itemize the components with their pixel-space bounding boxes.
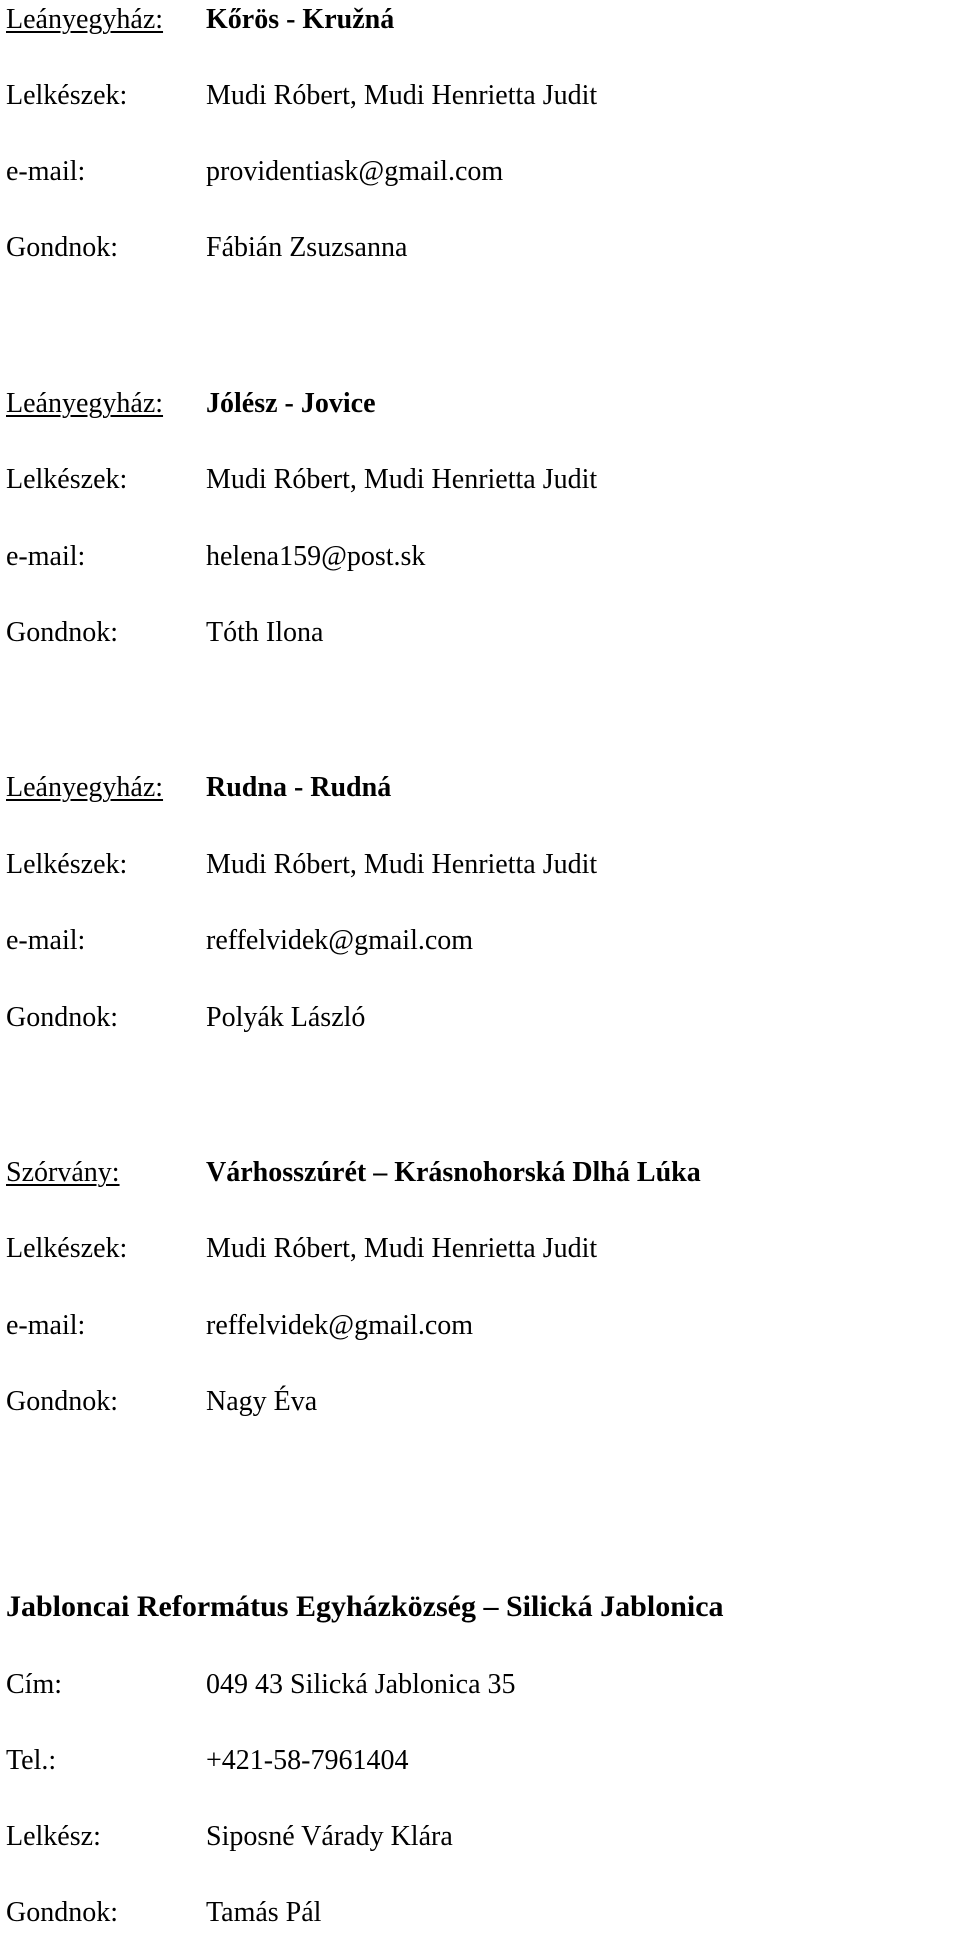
email-value: providentiask@gmail.com (206, 156, 504, 187)
phone-value: +421-58-7961404 (206, 1745, 409, 1776)
email-label: e-mail: (6, 541, 86, 572)
email-row (6, 1306, 956, 1346)
address-label: Cím: (6, 1669, 63, 1700)
pastors-row (6, 1229, 956, 1269)
email-row (6, 152, 956, 192)
caretaker-row (6, 228, 956, 268)
section-header (6, 384, 956, 424)
email-row (6, 537, 956, 577)
caretaker-label: Gondnok: (6, 232, 118, 263)
pastors-row (6, 76, 956, 116)
caretaker-value: Tóth Ilona (206, 617, 324, 648)
email-label: e-mail: (6, 925, 86, 956)
pastors-row (6, 460, 956, 500)
address-row (6, 1665, 956, 1705)
section-header (6, 1153, 956, 1193)
caretaker-row (6, 613, 956, 653)
caretaker-value: Polyák László (206, 1002, 366, 1033)
church-name: Jólész - Jovice (206, 388, 376, 419)
email-row (6, 921, 956, 961)
section-header (6, 768, 956, 808)
pastor-value: Siposné Várady Klára (206, 1821, 453, 1852)
church-name: Kőrös - Kružná (206, 4, 395, 35)
caretaker-value: Nagy Éva (206, 1386, 318, 1417)
pastors-value: Mudi Róbert, Mudi Henrietta Judit (206, 1233, 598, 1264)
church-name: Rudna - Rudná (206, 772, 392, 803)
pastors-value: Mudi Róbert, Mudi Henrietta Judit (206, 80, 598, 111)
pastors-value: Mudi Róbert, Mudi Henrietta Judit (206, 849, 598, 880)
caretaker-value: Fábián Zsuzsanna (206, 232, 408, 263)
email-value: reffelvidek@gmail.com (206, 1310, 474, 1341)
type-label: Leányegyház: (6, 388, 164, 419)
pastor-row (6, 1817, 956, 1857)
phone-label: Tel.: (6, 1745, 57, 1776)
type-label: Szórvány: (6, 1157, 120, 1188)
church-name: Várhosszúrét – Krásnohorská Dlhá Lúka (206, 1157, 701, 1188)
pastors-label: Lelkészek: (6, 80, 128, 111)
email-value: reffelvidek@gmail.com (206, 925, 474, 956)
caretaker-row (6, 998, 956, 1038)
pastors-label: Lelkészek: (6, 849, 128, 880)
pastors-row (6, 845, 956, 885)
email-value: helena159@post.sk (206, 541, 426, 572)
caretaker-label: Gondnok: (6, 1002, 118, 1033)
type-label: Leányegyház: (6, 772, 164, 803)
pastors-label: Lelkészek: (6, 464, 128, 495)
phone-row (6, 1741, 956, 1781)
caretaker-label: Gondnok: (6, 617, 118, 648)
section-header (6, 0, 956, 40)
caretaker-label: Gondnok: (6, 1386, 118, 1417)
caretaker-label: Gondnok: (6, 1897, 118, 1928)
pastors-label: Lelkészek: (6, 1233, 128, 1264)
email-label: e-mail: (6, 1310, 86, 1341)
type-label: Leányegyház: (6, 4, 164, 35)
congregation-title: Jabloncai Református Egyházközség – Silická Jablonica (6, 1590, 724, 1623)
pastors-value: Mudi Róbert, Mudi Henrietta Judit (206, 464, 598, 495)
address-value: 049 43 Silická Jablonica 35 (206, 1669, 516, 1700)
caretaker-row (6, 1382, 956, 1422)
email-label: e-mail: (6, 156, 86, 187)
caretaker-value: Tamás Pál (206, 1897, 322, 1928)
pastor-label: Lelkész: (6, 1821, 101, 1852)
caretaker-row (6, 1893, 956, 1933)
